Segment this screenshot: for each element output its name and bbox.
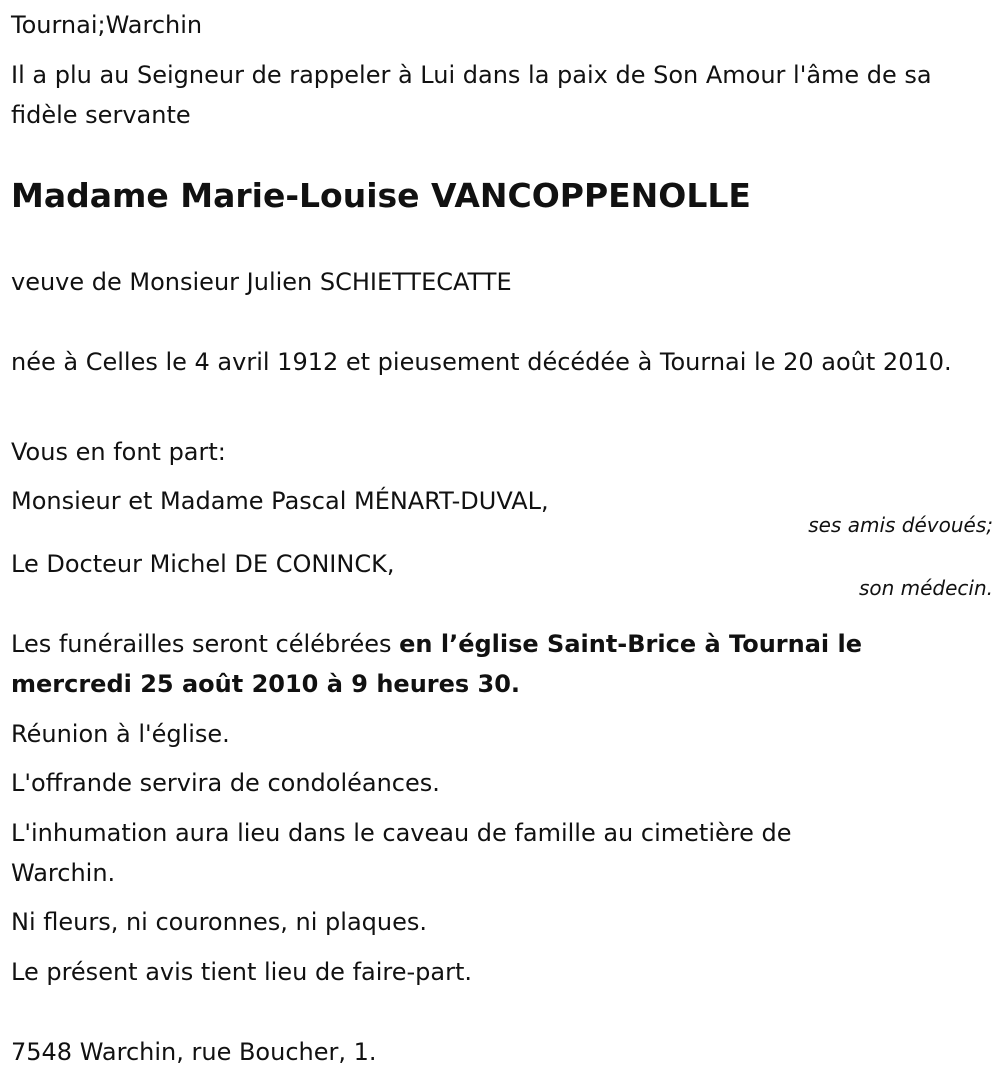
flowers-line: Ni fleurs, ni couronnes, ni plaques. [11,908,428,936]
offering-line: L'offrande servira de condoléances. [11,769,440,797]
announcer-role: ses amis dévoués; [808,513,993,537]
burial-paragraph: L'inhumation aura lieu dans le caveau de famille au cimetière de Warchin. [11,819,792,887]
notice-line: Le présent avis tient lieu de faire-part. [11,958,473,986]
intro-paragraph: Il a plu au Seigneur de rappeler à Lui dans la paix de Son Amour l'âme de sa fidèle servante [11,61,932,129]
location-line: Tournai;Warchin [11,11,203,39]
deceased-name: Madame Marie-Louise VANCOPPENOLLE [11,176,751,215]
announcer-role: son médecin. [858,576,993,600]
address-line: 7548 Warchin, rue Boucher, 1. [11,1038,377,1066]
funeral-details: en l’église Saint-Brice à Tournai le mercredi 25 août 2010 à 9 heures 30. [11,630,862,698]
announcer-name: Monsieur et Madame Pascal MÉNART-DUVAL, [11,487,549,515]
announcer-name: Le Docteur Michel DE CONINCK, [11,550,395,578]
birth-death-paragraph: née à Celles le 4 avril 1912 et pieusement décédée à Tournai le 20 août 2010. [11,348,952,376]
announcers-heading: Vous en font part: [11,438,226,466]
funeral-prefix: Les funérailles seront célébrées [11,630,400,658]
funeral-paragraph [11,624,951,704]
meeting-line: Réunion à l'église. [11,720,230,748]
widow-of-line: veuve de Monsieur Julien SCHIETTECATTE [11,268,512,296]
